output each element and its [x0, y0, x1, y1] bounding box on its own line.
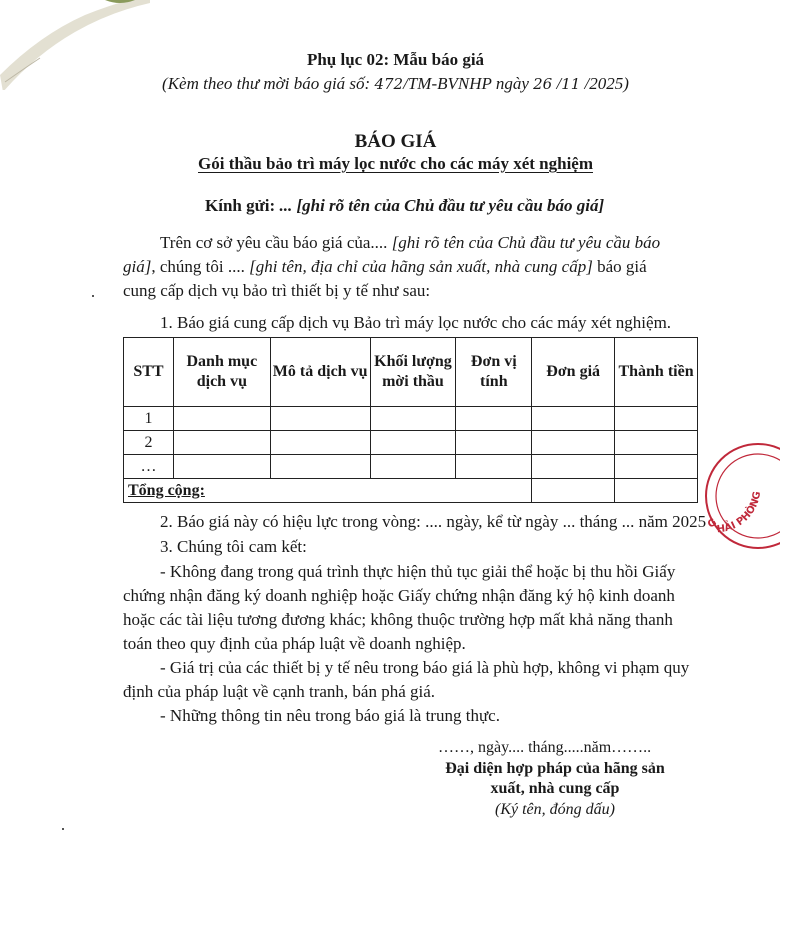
intro-line-3: cung cấp dịch vụ bảo trì thiết bị y tế như sau:	[123, 281, 431, 300]
reference-prefix: (Kèm theo thư mời báo giá số:	[162, 74, 375, 93]
speck	[92, 295, 94, 297]
table-header-row	[124, 338, 698, 407]
row-index: 2	[124, 431, 174, 455]
row-index: 1	[124, 407, 174, 431]
intro-line-1	[160, 231, 660, 255]
header-tender-quantity: Khối lượng mời thầu	[370, 338, 456, 407]
quote-table	[123, 337, 698, 503]
total-label: Tổng cộng:	[124, 479, 532, 503]
intro-line-2	[123, 255, 647, 279]
document-subtitle	[0, 154, 791, 174]
reference-middle: /TM-BVNHP ngày	[403, 74, 534, 93]
section-2-validity: 2. Báo giá này có hiệu lực trong vòng: .... ngày, kể từ ngày ... tháng ... năm 2025	[160, 512, 707, 531]
commitment-2-line: - Giá trị của các thiết bị y tế nêu trong báo giá là phù hợp, không vi phạm quy	[160, 658, 690, 677]
row-index: …	[124, 455, 174, 479]
speck	[62, 828, 64, 830]
commitment-1-line: - Không đang trong quá trình thực hiện thủ tục giải thể hoặc bị thu hồi Giấy	[160, 562, 676, 581]
svg-text:HẢI PHÒNG: HẢI PHÒNG	[716, 490, 764, 536]
intro-text: , chúng tôi ....	[151, 257, 250, 276]
reference-number: 472	[374, 75, 404, 93]
section-1-heading: 1. Báo giá cung cấp dịch vụ Bảo trì máy lọc nước cho các máy xét nghiệm.	[160, 313, 672, 332]
header-service-category: Danh mục dịch vụ	[173, 338, 270, 407]
intro-text: báo giá	[592, 257, 647, 276]
table-total-row	[124, 479, 698, 503]
commitment-1-line: toán theo quy định của pháp luật về doanh nghiệp.	[123, 634, 466, 653]
signature-representative-line-1: Đại diện hợp pháp của hãng sản	[445, 760, 665, 777]
intro-italic: giá]	[123, 257, 152, 276]
table-row	[124, 455, 698, 479]
commitment-2-line: định của pháp luật về cạnh tranh, bán phá giá.	[123, 682, 436, 701]
reference-month: 11	[561, 75, 581, 93]
reference-sep1: /	[552, 74, 562, 93]
header-total-amount: Thành tiền	[615, 338, 698, 407]
signature-date-line: ……, ngày.... tháng.....năm……..	[438, 739, 652, 756]
intro-italic: [ghi rõ tên của Chủ đầu tư yêu cầu báo	[391, 233, 661, 252]
reference-day: 26	[533, 75, 553, 93]
commitment-1-line: chứng nhận đăng ký doanh nghiệp hoặc Giấy chứng nhận đăng ký hộ kinh doanh	[123, 586, 675, 605]
table-row	[124, 407, 698, 431]
subtitle-text: Gói thầu bảo trì máy lọc nước cho các máy xét nghiệm	[198, 154, 593, 173]
reference-sep2: /2025)	[580, 74, 629, 93]
reference-line	[0, 74, 791, 94]
header-service-description: Mô tả dịch vụ	[270, 338, 370, 407]
signature-representative-line-2: xuất, nhà cung cấp	[490, 780, 620, 797]
greeting-label: Kính gửi:	[205, 196, 280, 215]
intro-italic: [ghi tên, địa chỉ của hãng sản xuất, nhà cung cấp]	[249, 257, 593, 276]
commitment-3-line: - Những thông tin nêu trong báo giá là trung thực.	[160, 706, 500, 725]
stamp-seal	[690, 440, 780, 550]
table-row	[124, 431, 698, 455]
appendix-title: Phụ lục 02: Mẫu báo giá	[306, 50, 485, 69]
document-title: BÁO GIÁ	[354, 131, 437, 152]
header-stt: STT	[124, 338, 174, 407]
svg-text:G: G	[706, 516, 719, 531]
section-3-heading: 3. Chúng tôi cam kết:	[160, 537, 307, 556]
header-unit-price: Đơn giá	[532, 338, 615, 407]
signature-note: (Ký tên, đóng dấu)	[495, 801, 615, 818]
header-unit: Đơn vị tính	[456, 338, 532, 407]
greeting	[205, 196, 604, 216]
intro-text: Trên cơ sở yêu cầu báo giá của....	[160, 233, 392, 252]
greeting-value: ... [ghi rõ tên của Chủ đầu tư yêu cầu báo giá]	[279, 196, 605, 215]
commitment-1-line: hoặc các tài liệu tương đương khác; không thuộc trường hợp mất khả năng thanh	[123, 610, 673, 629]
